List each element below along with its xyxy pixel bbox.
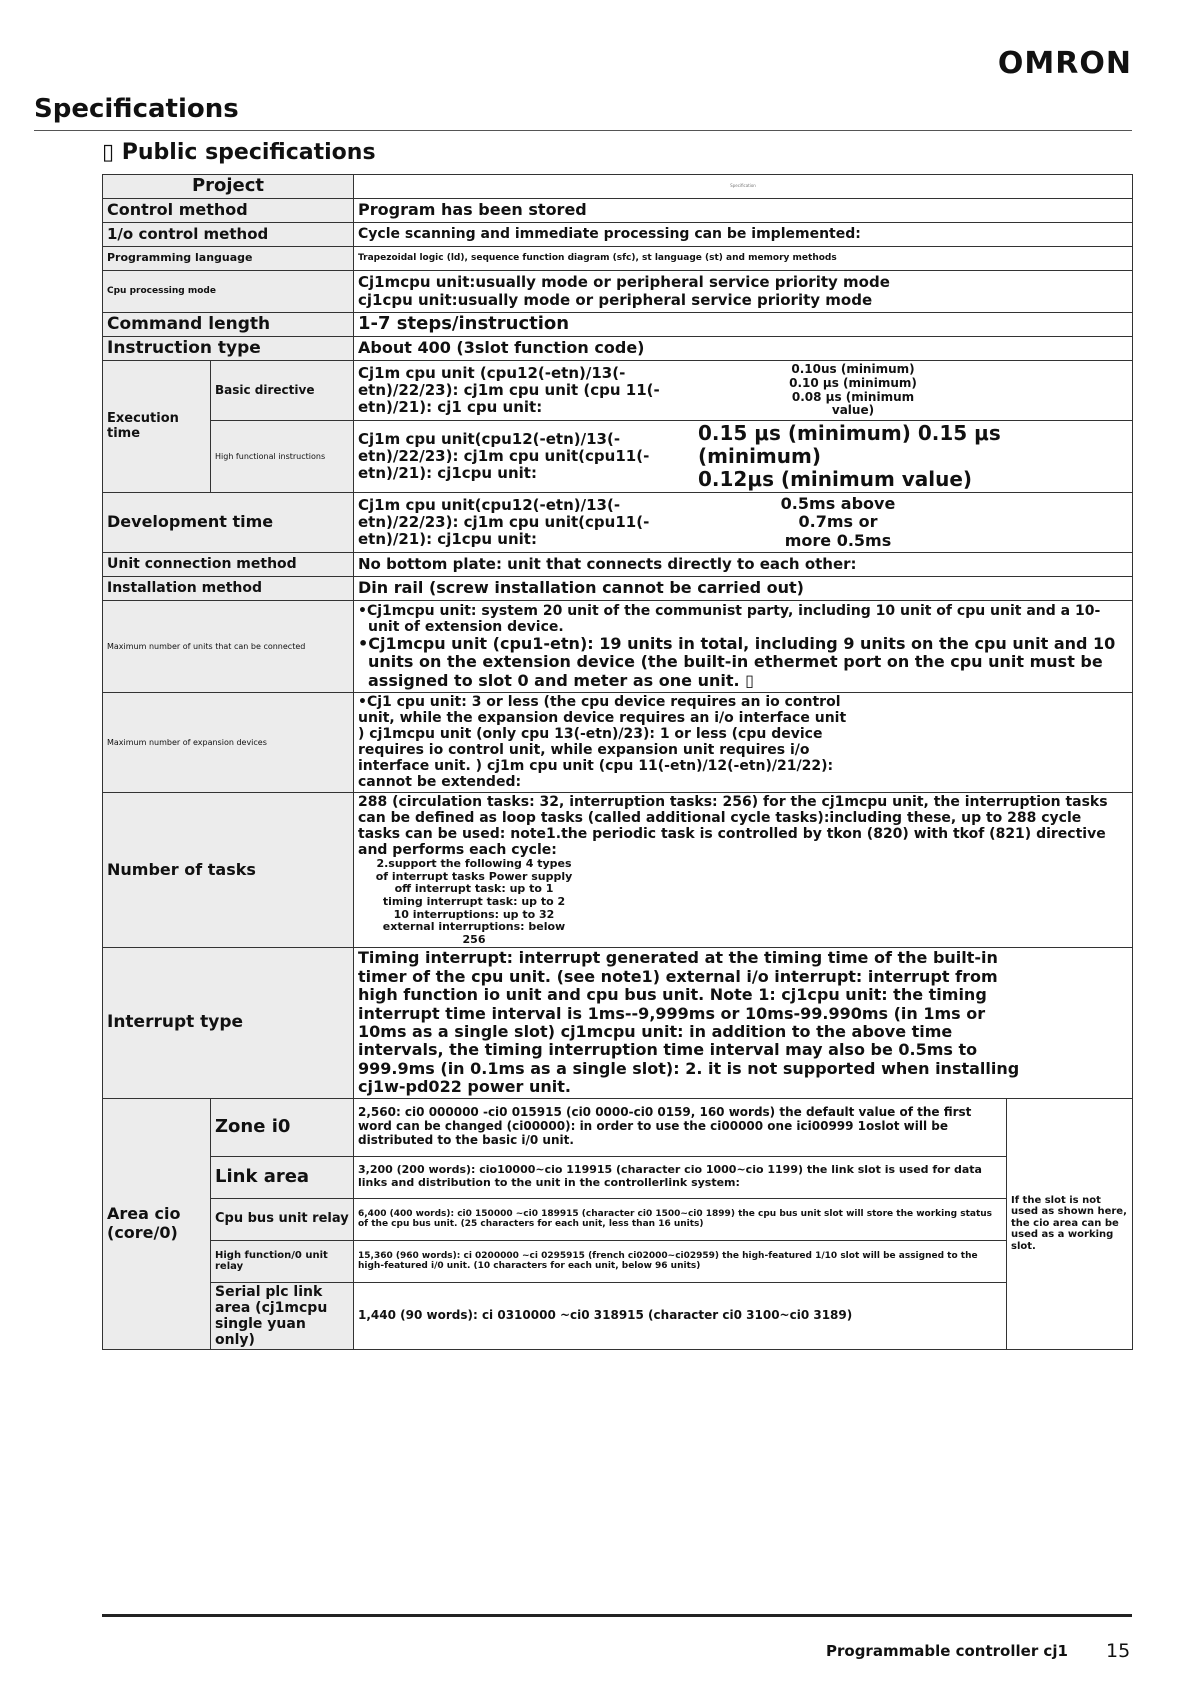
- high-function-times: [668, 422, 1128, 491]
- table-row: [103, 1282, 1133, 1349]
- row-value: •Cj1 cpu unit: 3 or less (the cpu device requires an io control unit, while the expansion device requires an i/o interface unit ) cj1mcpu unit (only cpu 13(-etn)/23): 1 or less (cpu device requires io control unit, while expansion unit requires i/o interface unit. ) cj1m cpu unit (cpu 11(-etn)/12(-etn)/21/22): cannot be extended:: [354, 693, 1133, 793]
- table-row: [103, 577, 1133, 601]
- sub-label: Serial plc link area (cj1mcpu single yuan only): [211, 1282, 354, 1349]
- row-value: 15,360 (960 words): ci 0200000 ~ci 0295915 (french ci02000~ci02959) the high-featured 1/10 slot will be assigned to the high-featured i/0 unit. (10 characters for each unit, below 96 units): [354, 1240, 1007, 1282]
- table-row: [103, 271, 1133, 313]
- row-value: Program has been stored: [354, 199, 1133, 223]
- tasks-note-2: 2.support the following 4 types of interrupt tasks Power supply off interrupt task: up to 1 timing interrupt task: up to 2 10 interruptions: up to 32 external interruptions: below 256: [375, 856, 573, 946]
- max-units-bullet-1: •Cj1mcpu unit: system 20 unit of the communist party, including 10 unit of cpu unit and a 10-unit of extension device.: [358, 602, 1101, 635]
- row-label: Number of tasks: [103, 792, 354, 948]
- table-row: [103, 361, 1133, 421]
- table-row: [103, 1240, 1133, 1282]
- row-label: Development time: [103, 493, 354, 553]
- high-function-time-2: 0.12μs (minimum value): [698, 467, 973, 491]
- row-label: Instruction type: [103, 337, 354, 361]
- high-function-units: Cj1m cpu unit(cpu12(-etn)/13(-etn)/22/23): cj1m cpu unit(cpu11(-etn)/21): cj1cpu unit:: [358, 429, 650, 483]
- row-value: Din rail (screw installation cannot be carried out): [354, 577, 1133, 601]
- basic-directive-units: Cj1m cpu unit (cpu12(-etn)/13(-etn)/22/23): cj1m cpu unit (cpu 11(-etn)/21): cj1 cpu unit:: [358, 363, 660, 417]
- row-value: [354, 271, 1133, 313]
- tasks-main: 288 (circulation tasks: 32, interruption tasks: 256) for the cj1mcpu unit, the interruption tasks can be defined as loop tasks (called additional cycle tasks):including these, up to 288 cycle tasks can be used: note1.the periodic task is controlled by tkon (820) with tkof (821) directive and performs each cycle:: [358, 793, 1108, 858]
- sub-label: Link area: [211, 1156, 354, 1198]
- row-label: Installation method: [103, 577, 354, 601]
- row-value: No bottom plate: unit that connects directly to each other:: [354, 553, 1133, 577]
- table-row: [103, 1198, 1133, 1240]
- table-row: [103, 223, 1133, 247]
- row-value: Trapezoidal logic (ld), sequence function diagram (sfc), st language (st) and memory methods: [354, 247, 1133, 271]
- row-value: [354, 493, 1133, 553]
- table-row: [103, 601, 1133, 693]
- row-value: Cycle scanning and immediate processing can be implemented:: [354, 223, 1133, 247]
- row-value: 1,440 (90 words): ci 0310000 ~ci0 318915 (character ci0 3100~ci0 3189): [354, 1282, 1007, 1349]
- row-value: [354, 601, 1133, 693]
- title-divider: [34, 130, 1132, 131]
- sub-label: Basic directive: [211, 361, 354, 421]
- sub-label: Cpu bus unit relay: [211, 1198, 354, 1240]
- dev-time-units: Cj1m cpu unit(cpu12(-etn)/13(-etn)/22/23): cj1m cpu unit(cpu11(-etn)/21): cj1cpu unit:: [358, 495, 650, 549]
- row-value: Timing interrupt: interrupt generated at the timing time of the built-in timer of the cpu unit. (see note1) external i/o interrupt: interrupt from high function io unit and cpu bus unit. Note 1: cj1cpu unit: the timing interrupt time interval is 1ms--9,999ms or 10ms-99.990ms (in 1ms or 10ms as a single slot) cj1mcpu unit: in addition to the above time intervals, the timing interruption time interval may also be 0.5ms to 999.9ms (in 0.1ms as a single slot): 2. it is not supported when installing cj1w-pd022 power unit.: [354, 948, 1133, 1098]
- table-row: [103, 247, 1133, 271]
- row-value: 6,400 (400 words): ci0 150000 ~ci0 189915 (character ci0 1500~ci0 1899) the cpu bus unit slot will store the working status of the cpu bus unit. (25 characters for each unit, less than 16 units): [354, 1198, 1007, 1240]
- row-value: [354, 361, 1133, 421]
- row-label: Area cio (core/0): [103, 1098, 211, 1349]
- table-row: [103, 792, 1133, 948]
- table-row: [103, 1098, 1133, 1156]
- max-units-bullet-2: •Cj1mcpu unit (cpu1-etn): 19 units in total, including 9 units on the cpu unit and 10 units on the extension device (the built-in ethermet port on the cpu unit must be assigned to slot 0 and meter as one unit. ▯: [358, 634, 1116, 690]
- dev-time-values: 0.5ms above 0.7ms or more 0.5ms: [780, 493, 896, 550]
- row-label: Maximum number of expansion devices: [103, 693, 354, 793]
- table-row: [103, 1156, 1133, 1198]
- cpu-mode-line-1: Cj1mcpu unit:usually mode or peripheral service priority mode: [358, 273, 890, 292]
- row-value: [354, 792, 1133, 948]
- table-row: [103, 493, 1133, 553]
- row-value: About 400 (3slot function code): [354, 337, 1133, 361]
- sub-label: High function/0 unit relay: [211, 1240, 354, 1282]
- table-header-row: [103, 175, 1133, 199]
- row-label: 1/o control method: [103, 223, 354, 247]
- high-function-time-1: 0.15 μs (minimum) 0.15 μs (minimum): [698, 421, 1001, 468]
- table-row: [103, 421, 1133, 493]
- omron-logo: OMRON: [997, 46, 1132, 81]
- row-value: 3,200 (200 words): cio10000~cio 119915 (character cio 1000~cio 1199) the link slot is used for data links and distribution to the unit in the controllerlink system:: [354, 1156, 1007, 1198]
- cpu-mode-line-2: cj1cpu unit:usually mode or peripheral service priority mode: [358, 290, 873, 309]
- row-label: Cpu processing mode: [103, 271, 354, 313]
- footer-product: Programmable controller cj1: [826, 1642, 1068, 1660]
- table-row: [103, 199, 1133, 223]
- basic-directive-times: 0.10us (minimum) 0.10 μs (minimum) 0.08 μs (minimum value): [789, 361, 917, 418]
- sub-label: High functional instructions: [211, 421, 354, 493]
- row-value: 2,560: ci0 000000 -ci0 015915 (ci0 0000-ci0 0159, 160 words) the default value of the first word can be changed (ci00000): in order to use the ci00000 one ici00999 1oslot will be distributed to the basic i/0 unit.: [354, 1098, 1007, 1156]
- row-label: Unit connection method: [103, 553, 354, 577]
- table-row: [103, 948, 1133, 1098]
- row-label: Interrupt type: [103, 948, 354, 1098]
- cio-side-note: If the slot is not used as shown here, the cio area can be used as a working slot.: [1007, 1098, 1133, 1349]
- page-title: Specifications: [34, 94, 239, 124]
- row-label: Programming language: [103, 247, 354, 271]
- header-specification: Specification: [354, 175, 1133, 199]
- row-label: Command length: [103, 313, 354, 337]
- page-number: 15: [1106, 1640, 1131, 1662]
- sub-label: Zone i0: [211, 1098, 354, 1156]
- row-label: Execution time: [103, 361, 211, 493]
- table-row: [103, 553, 1133, 577]
- table-row: [103, 693, 1133, 793]
- section-title: ▯ Public specifications: [102, 140, 376, 165]
- row-value: 1-7 steps/instruction: [354, 313, 1133, 337]
- spec-table: [102, 174, 1133, 1350]
- footer-divider: [102, 1614, 1132, 1617]
- row-label: Maximum number of units that can be connected: [103, 601, 354, 693]
- row-label: Control method: [103, 199, 354, 223]
- row-value: [354, 421, 1133, 493]
- table-row: [103, 313, 1133, 337]
- header-project: Project: [103, 175, 354, 199]
- table-row: [103, 337, 1133, 361]
